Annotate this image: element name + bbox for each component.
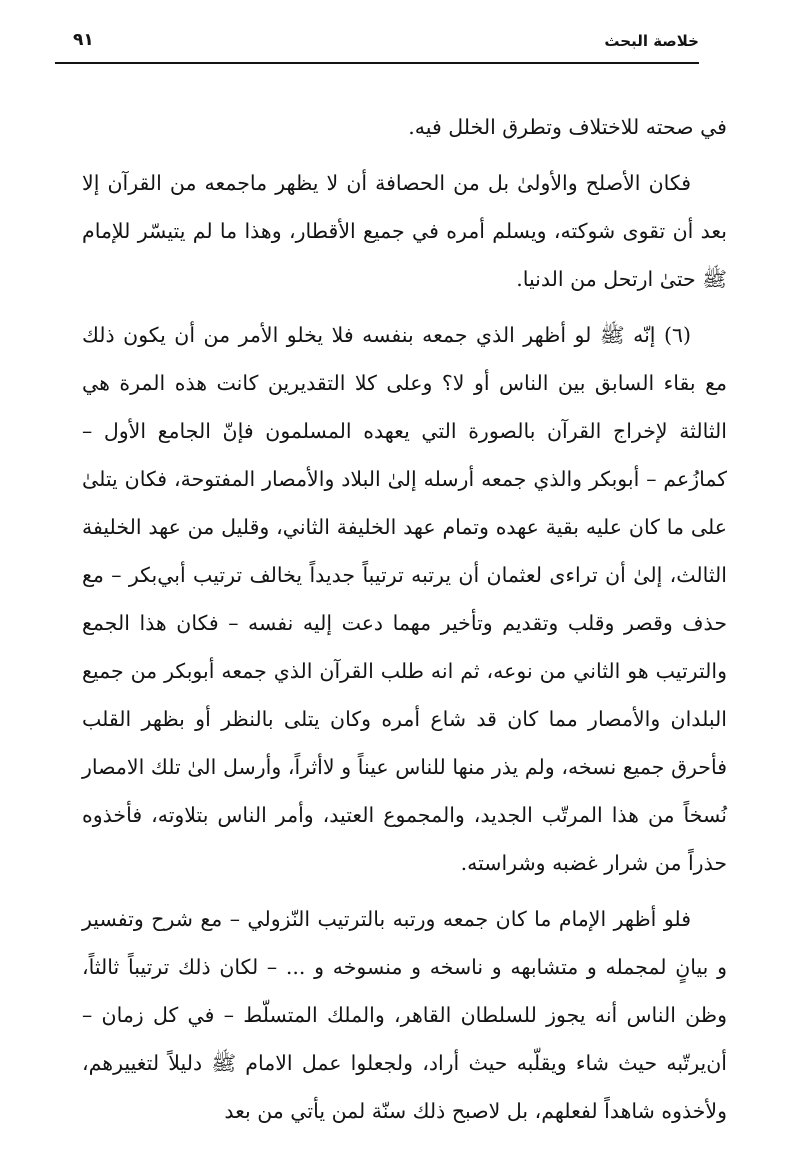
- page-header: [55, 22, 699, 62]
- paragraph: فلو أظهر الإمام ما كان جمعه ورتبه بالترتيب النّزولي – مع شرح وتفسير و بيانٍ لمجمله و متشابهه و ناسخه و منسوخه و ... – لكان ذلك ترتيباً ثالثاً، وظن الناس أنه يجوز للسلطان القاهر، والملك المتسلّط – في كل زمان – أن‌يرتّبه حيث شاء ويقلّبه حيث أراد، ولجعلوا عمل الامام ﷺ دليلاً لتغييرهم، ولأخذوه شاهداً لفعلهم، بل لاصبح ذلك سنّة لمن يأتي من بعد: [82, 907, 727, 1123]
- paragraph: فكان الأصلح والأولىٰ بل من الحصافة أن لا يظهر ماجمعه من القرآن إلا بعد أن تقوى شوكته، ويسلم أمره في جميع الأقطار، وهذا ما لم يتيسّر للإمام ﷺ حتىٰ ارتحل من الدنيا.: [82, 171, 727, 291]
- paragraph-continuation: في صحته للاختلاف وتطرق الخلل فيه.: [408, 115, 727, 139]
- paragraph-point-6: (٦) إنّه ﷺ لو أظهر الذي جمعه بنفسه فلا يخلو الأمر من أن يكون ذلك مع بقاء السابق بين الناس أو لا؟ وعلى كلا التقديرين كانت هذه المرة هي الثالثة لإخراج القرآن بالصورة التي يعهده المسلمون فإنّ الجامع الأول – كمازُعم – أبوبكر والذي جمعه أرسله إلىٰ البلاد والأمصار المفتوحة، فكان يتلىٰ على ما كان عليه بقية عهده وتمام عهد الخليفة الثاني، وقليل من عهد الخليفة الثالث، إلىٰ أن تراءى لعثمان أن يرتبه ترتيباً جديداً يخالف ترتيب أبي‌بكر – مع حذف وقصر وقلب وتقديم وتأخير مهما دعت إليه نفسه – فكان هذا الجمع والترتيب هو الثاني من نوعه، ثم انه طلب القرآن الذي جمعه أبوبكر من جميع البلدان والأمصار مما كان قد شاع أمره وكان يتلى بالنظر أو بظهر القلب فأحرق جميع نسخه، ولم يذر منها للناس عيناً و لاأثراً، وأرسل الىٰ تلك الامصار نُسخاً من هذا المرتّب الجديد، والمجموع العتيد، وأمر الناس بتلاوته، فأخذوه حذراً من شرار غضبه وشراسته.: [82, 323, 727, 875]
- running-title: خلاصة البحث: [604, 32, 699, 50]
- body-text: [82, 103, 727, 1143]
- header-divider: [55, 62, 699, 64]
- page-number: ٩١: [73, 30, 94, 50]
